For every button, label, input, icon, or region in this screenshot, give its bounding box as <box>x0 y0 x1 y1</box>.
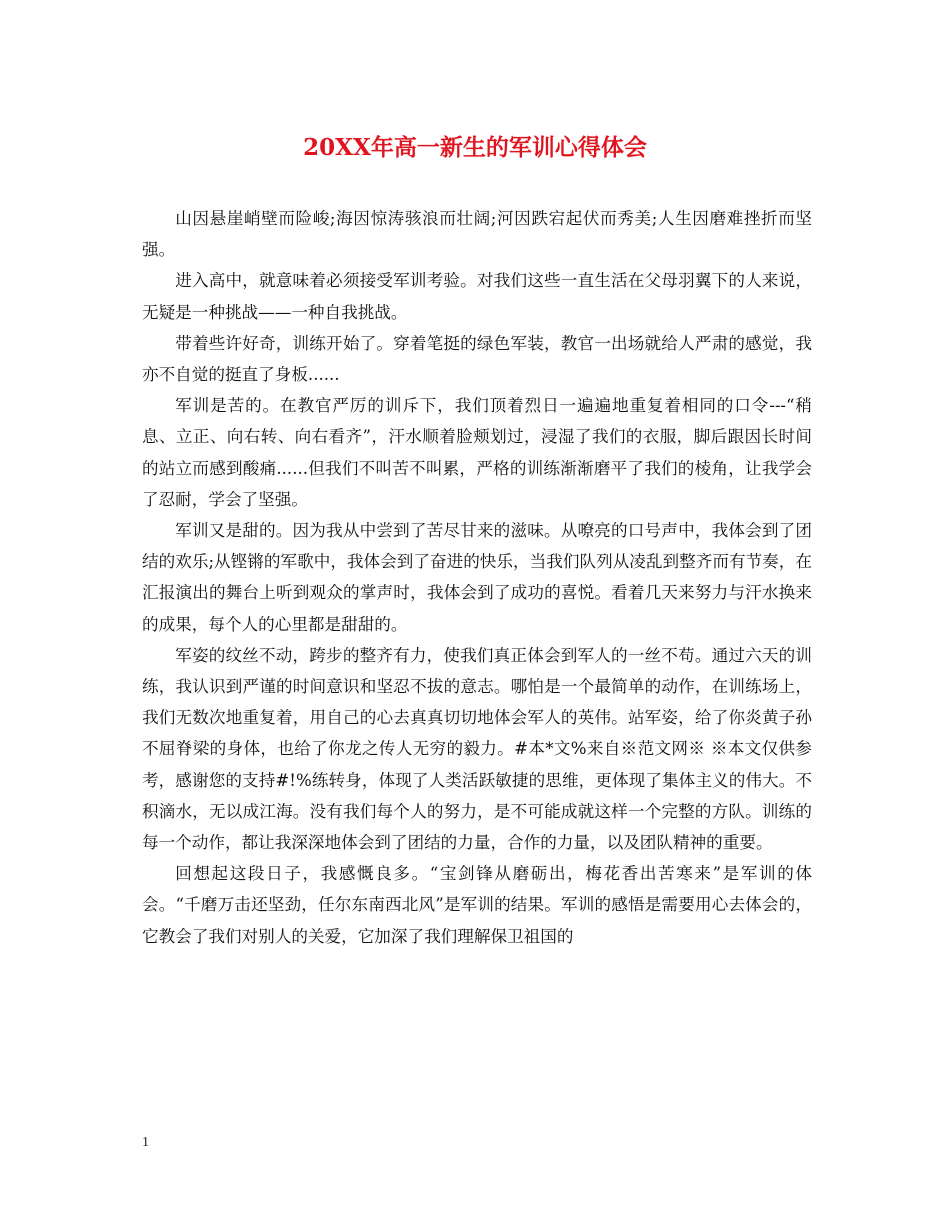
document-body <box>142 203 812 952</box>
paragraph-7: 回想起这段日子，我感慨良多。“宝剑锋从磨砺出，梅花香出苦寒来”是军训的体会。“千磨万击还坚劲，任尔东南西北风”是军训的结果。军训的感悟是需要用心去体会的，它教会了我们对别人的关爱，它加深了我们理解保卫祖国的 <box>142 864 812 946</box>
document-title: 20XX年高一新生的军训心得体会 <box>303 134 647 161</box>
paragraph-5: 军训又是甜的。因为我从中尝到了苦尽甘来的滋味。从嘹亮的口号声中，我体会到了团结的欢乐;从铿锵的军歌中，我体会到了奋进的快乐，当我们队列从凌乱到整齐而有节奏，在汇报演出的舞台上听到观众的掌声时，我体会到了成功的喜悦。看着几天来努力与汗水换来的成果，每个人的心里都是甜甜的。 <box>142 521 812 634</box>
paragraph-2: 进入高中，就意味着必须接受军训考验。对我们这些一直生活在父母羽翼下的人来说，无疑是一种挑战——一种自我挑战。 <box>142 271 812 322</box>
page-number: 1 <box>142 1135 149 1150</box>
paragraph-6: 军姿的纹丝不动，跨步的整齐有力，使我们真正体会到军人的一丝不苟。通过六天的训练，我认识到严谨的时间意识和坚忍不拔的意志。哪怕是一个最简单的动作，在训练场上，我们无数次地重复着，用自己的心去真真切切地体会军人的英伟。站军姿，给了你炎黄子孙不屈脊梁的身体，也给了你龙之传人无穷的毅力。#本*文%来自※范文网※ ※本文仅供参考，感谢您的支持#!%练转身，体现了人类活跃敏捷的思维，更体现了集体主义的伟大。不积滴水，无以成江海。没有我们每个人的努力，是不可能成就这样一个完整的方队。训练的每一个动作，都让我深深地体会到了团结的力量，合作的力量，以及团队精神的重要。 <box>142 645 812 853</box>
paragraph-3: 带着些许好奇，训练开始了。穿着笔挺的绿色军装，教官一出场就给人严肃的感觉，我亦不自觉的挺直了身板...... <box>142 333 812 385</box>
paragraph-4: 军训是苦的。在教官严厉的训斥下，我们顶着烈日一遍遍地重复着相同的口令---“稍息、立正、向右转、向右看齐”，汗水顺着脸颊划过，浸湿了我们的衣服，脚后跟因长时间的站立而感到酸痛......但我们不叫苦不叫累，严格的训练渐渐磨平了我们的棱角，让我学会了忍耐，学会了坚强。 <box>142 396 812 509</box>
paragraph-1: 山因悬崖峭壁而险峻;海因惊涛骇浪而壮阔;河因跌宕起伏而秀美;人生因磨难挫折而坚强。 <box>142 209 812 260</box>
